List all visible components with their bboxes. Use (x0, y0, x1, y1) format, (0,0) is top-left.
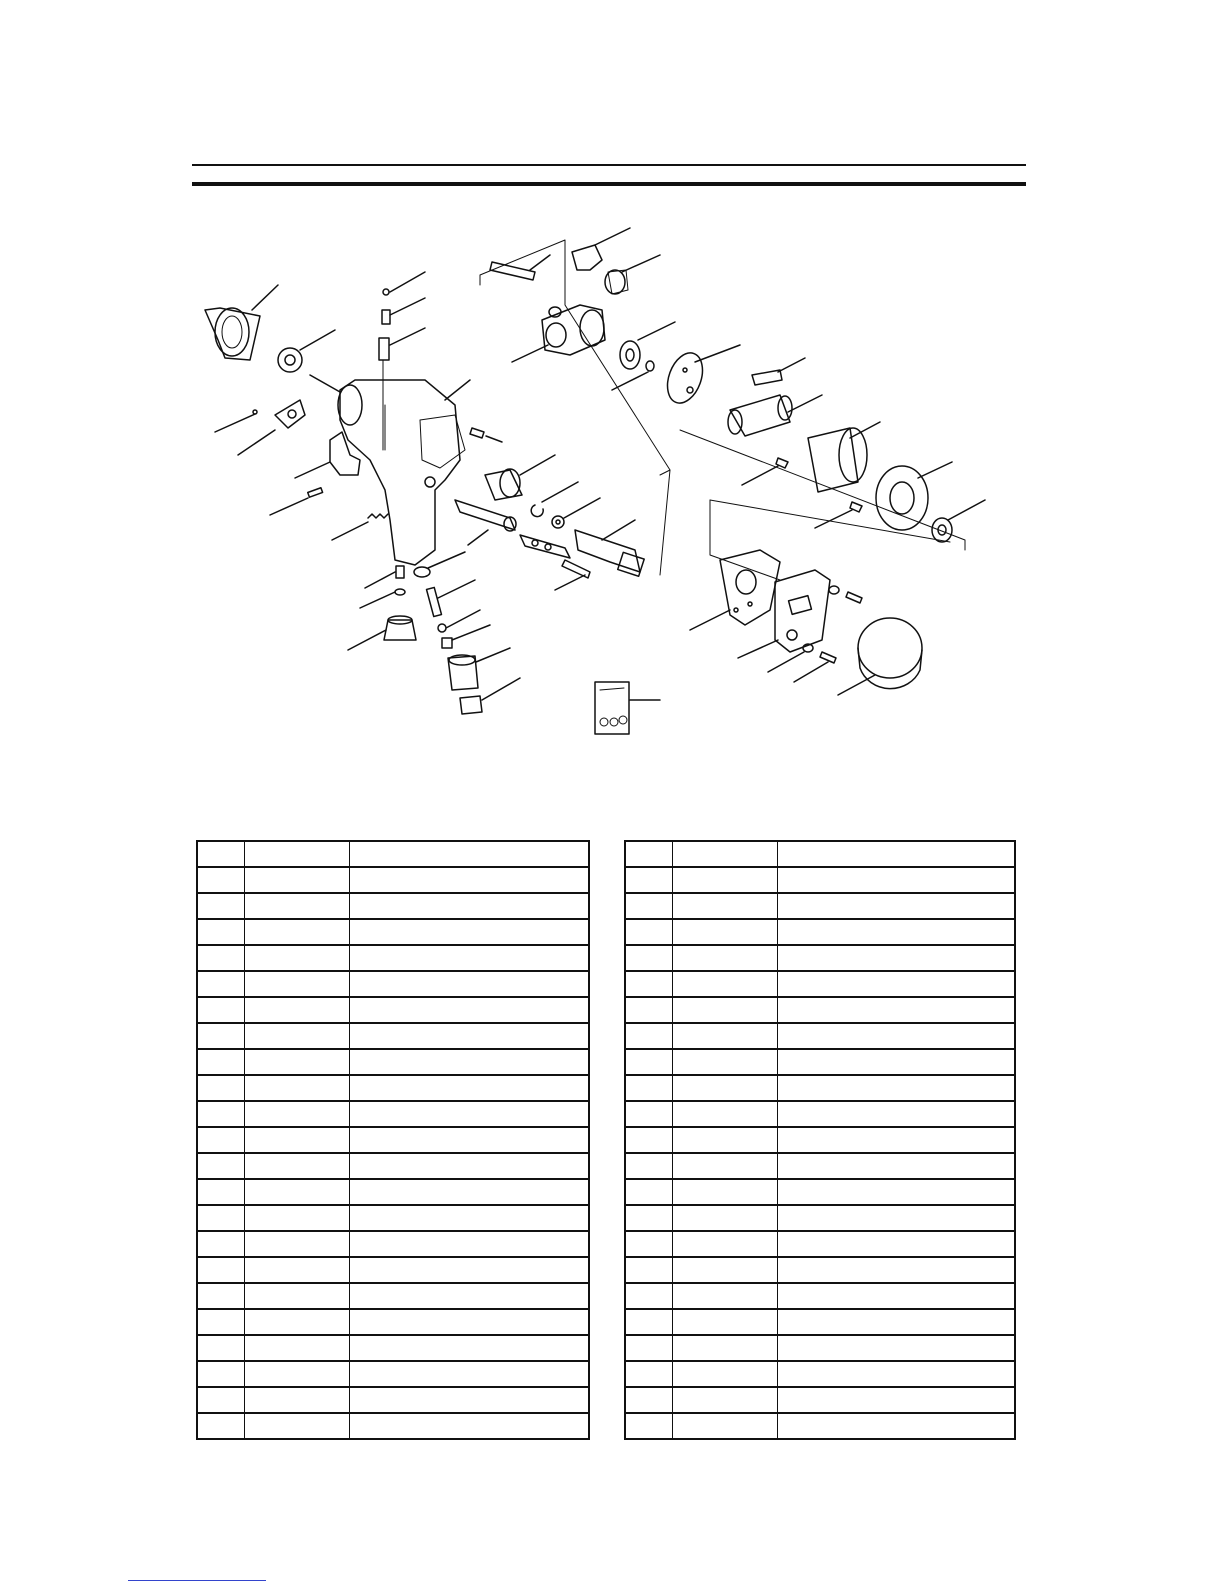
table-row (197, 1283, 589, 1309)
table-row (625, 1049, 1015, 1075)
leader-line (310, 375, 340, 392)
table-row (197, 1387, 589, 1413)
leader-line (365, 572, 395, 588)
motor-group-frame (680, 430, 965, 550)
table-row (197, 1231, 589, 1257)
header-rule-bottom (192, 182, 1026, 186)
table-row (625, 971, 1015, 997)
cover-ring-part (858, 618, 922, 689)
table-row (197, 945, 589, 971)
leader-line (332, 522, 368, 540)
table-row (197, 1205, 589, 1231)
spring-part (368, 514, 388, 518)
anvil-shaft-part (455, 500, 516, 531)
table-row (625, 1205, 1015, 1231)
leader-line (622, 255, 660, 272)
table-row (625, 1023, 1015, 1049)
leader-line (252, 285, 278, 310)
cylinder-part (808, 428, 867, 492)
leader-line (390, 272, 425, 292)
table-row (197, 867, 589, 893)
table-row (625, 1231, 1015, 1257)
leader-line (428, 552, 465, 568)
leader-line (838, 675, 875, 695)
header-rule-top (192, 164, 1026, 166)
parts-list-table-left (196, 840, 590, 1440)
table-row (197, 1257, 589, 1283)
regulator-valve-parts (384, 566, 416, 640)
small-washer-part (646, 361, 654, 371)
table-row (197, 1413, 589, 1439)
table-row (197, 1023, 589, 1049)
tool-housing-part (338, 380, 465, 565)
table-row (197, 1335, 589, 1361)
leader-line (482, 678, 520, 700)
table-row (197, 1049, 589, 1075)
table-row (625, 841, 1015, 867)
leader-line (390, 298, 425, 315)
front-end-plate-part (661, 348, 709, 408)
table-row (197, 1309, 589, 1335)
leader-line (360, 592, 395, 608)
leader-line (695, 345, 740, 362)
leader-line (438, 580, 475, 598)
leader-line (512, 345, 548, 362)
leader-line (778, 358, 805, 372)
leader-line (690, 610, 730, 630)
table-row (625, 1179, 1015, 1205)
bearing-part (620, 341, 640, 369)
leader-line (738, 640, 778, 658)
leader-line (768, 652, 804, 672)
table-row (625, 867, 1015, 893)
leader-line (612, 372, 648, 390)
rear-cover-frame (710, 500, 950, 580)
table-row (625, 1101, 1015, 1127)
leader-line (602, 520, 635, 540)
table-row (625, 919, 1015, 945)
table-row (625, 1309, 1015, 1335)
hammer-cage-part (542, 305, 605, 355)
table-row (197, 1153, 589, 1179)
hammer-group-frame (480, 240, 670, 575)
clip-washer-parts (531, 505, 564, 528)
hammer-pin-part (490, 262, 535, 280)
table-row (197, 841, 589, 867)
leader-line (390, 328, 425, 345)
screw-part (470, 428, 484, 438)
leader-line (300, 330, 335, 350)
screw-washer-parts (803, 586, 862, 663)
table-row (625, 1361, 1015, 1387)
table-row (197, 1179, 589, 1205)
rear-end-plate-part (876, 466, 928, 530)
rubber-boot-part (205, 308, 260, 360)
gasket-part (720, 550, 780, 625)
table-row (197, 893, 589, 919)
trigger-part (330, 432, 360, 475)
table-row (197, 1075, 589, 1101)
leader-line (638, 322, 675, 340)
leader-line (445, 380, 470, 400)
footer-link-underline (128, 1580, 266, 1581)
table-row (625, 945, 1015, 971)
table-row (625, 893, 1015, 919)
leader-line (742, 466, 778, 485)
leader-line (555, 575, 585, 590)
rear-cover-part (775, 570, 830, 652)
parts-list-table-right (624, 840, 1016, 1440)
table-row (625, 1127, 1015, 1153)
leader-line (520, 455, 555, 475)
washer-part (278, 348, 302, 372)
exploded-parts-diagram (190, 200, 1030, 760)
leader-line (486, 436, 502, 442)
leader-line (468, 530, 488, 545)
hammer-dog-part (605, 270, 628, 294)
leader-line (446, 610, 480, 628)
pin-shaft-parts (520, 535, 590, 578)
table-row (197, 1101, 589, 1127)
leader-line (348, 630, 386, 650)
manual-booklet-part (595, 682, 629, 734)
leader-line (788, 395, 822, 412)
table-row (625, 1387, 1015, 1413)
pin-part (308, 488, 323, 497)
leader-line (270, 498, 308, 515)
leader-line (452, 625, 490, 640)
leader-line (215, 414, 255, 432)
leader-line (850, 422, 880, 438)
table-row (625, 1075, 1015, 1101)
table-row (197, 1127, 589, 1153)
leader-line (542, 482, 578, 502)
leader-line (794, 662, 828, 682)
table-row (625, 1257, 1015, 1283)
leader-line (948, 500, 985, 520)
leader-line (918, 462, 952, 478)
leader-line (564, 498, 600, 518)
leader-line (295, 462, 330, 478)
leader-line (238, 430, 275, 455)
rotor-part (728, 395, 792, 436)
table-row (625, 1413, 1015, 1439)
table-row (625, 1335, 1015, 1361)
leader-line (476, 648, 510, 662)
table-row (197, 919, 589, 945)
bushing-part (485, 469, 522, 500)
hammer-part (572, 245, 602, 270)
rear-bearing-part (932, 518, 952, 542)
table-row (197, 997, 589, 1023)
table-row (197, 1361, 589, 1387)
table-row (197, 971, 589, 997)
table-row (625, 1283, 1015, 1309)
air-inlet-parts (414, 567, 482, 714)
leader-line (595, 228, 630, 245)
table-row (625, 997, 1015, 1023)
reverse-lever-part (253, 400, 305, 428)
table-row (625, 1153, 1015, 1179)
leader-line (530, 255, 550, 270)
